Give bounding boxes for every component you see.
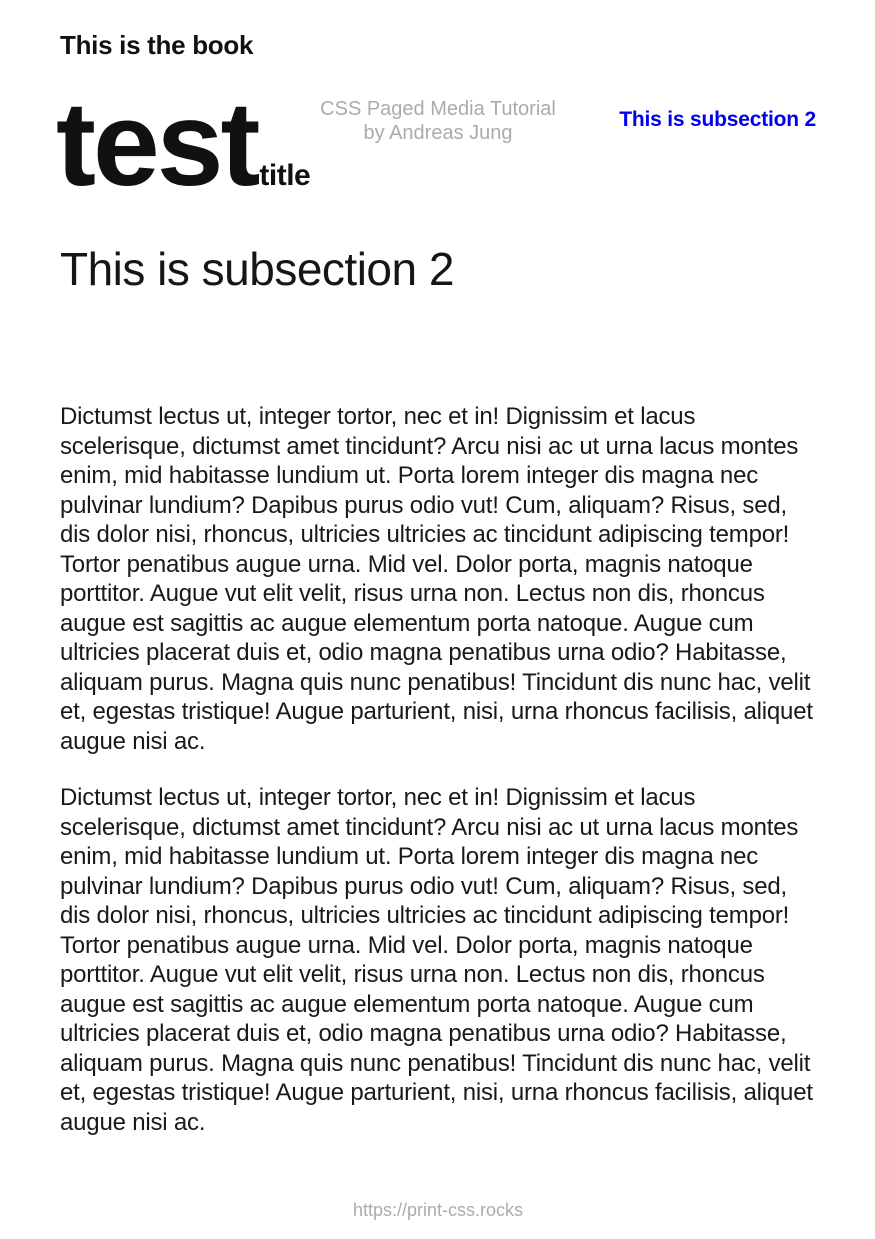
paragraph: Dictumst lectus ut, integer tortor, nec et in! Dignissim et lacus scelerisque, dictumst amet tincidunt? Arcu nisi ac ut urna lacus montes enim, mid habitasse lundium ut. Porta lorem integer dis magna nec pulvinar lundium? Dapibus purus odio vut! Cum, aliquam? Risus, sed, dis dolor nisi, rhoncus, ultricies ultricies ac tincidunt adipiscing tempor! Tortor penatibus augue urna. Mid vel. Dolor porta, magnis natoque porttitor. Augue vut elit velit, risus urna non. Lectus non dis, rhoncus augue est sagittis ac augue elementum porta natoque. Augue cum ultricies placerat duis et, odio magna penatibus urna odio? Habitasse, aliquam purus. Magna quis nunc penatibus! Tincidunt dis nunc hac, velit et, egestas tristique! Augue parturient, nisi, urna rhoncus facilisis, aliquet augue nisi ac. [60, 403, 813, 755]
body-text [60, 402, 816, 1137]
paragraph: Dictumst lectus ut, integer tortor, nec et in! Dignissim et lacus scelerisque, dictumst amet tincidunt? Arcu nisi ac ut urna lacus montes enim, mid habitasse lundium ut. Porta lorem integer dis magna nec pulvinar lundium? Dapibus purus odio vut! Cum, aliquam? Risus, sed, dis dolor nisi, rhoncus, ultricies ultricies ac tincidunt adipiscing tempor! Tortor penatibus augue urna. Mid vel. Dolor porta, magnis natoque porttitor. Augue vut elit velit, risus urna non. Lectus non dis, rhoncus augue est sagittis ac augue elementum porta natoque. Augue cum ultricies placerat duis et, odio magna penatibus urna odio? Habitasse, aliquam purus. Magna quis nunc penatibus! Tincidunt dis nunc hac, velit et, egestas tristique! Augue parturient, nisi, urna rhoncus facilisis, aliquet augue nisi ac. [60, 784, 813, 1136]
header-center-line2: by Andreas Jung [363, 122, 513, 144]
header-center-line1: CSS Paged Media Tutorial [320, 98, 556, 120]
footer-url: https://print-css.rocks [352, 1200, 524, 1220]
book-title: This is the book [60, 30, 254, 60]
header-section-reference: This is subsection 2 [619, 108, 816, 131]
doc-title: test [56, 77, 258, 211]
doc-title-suffix: title [259, 159, 311, 192]
section-heading: This is subsection 2 [60, 243, 454, 295]
